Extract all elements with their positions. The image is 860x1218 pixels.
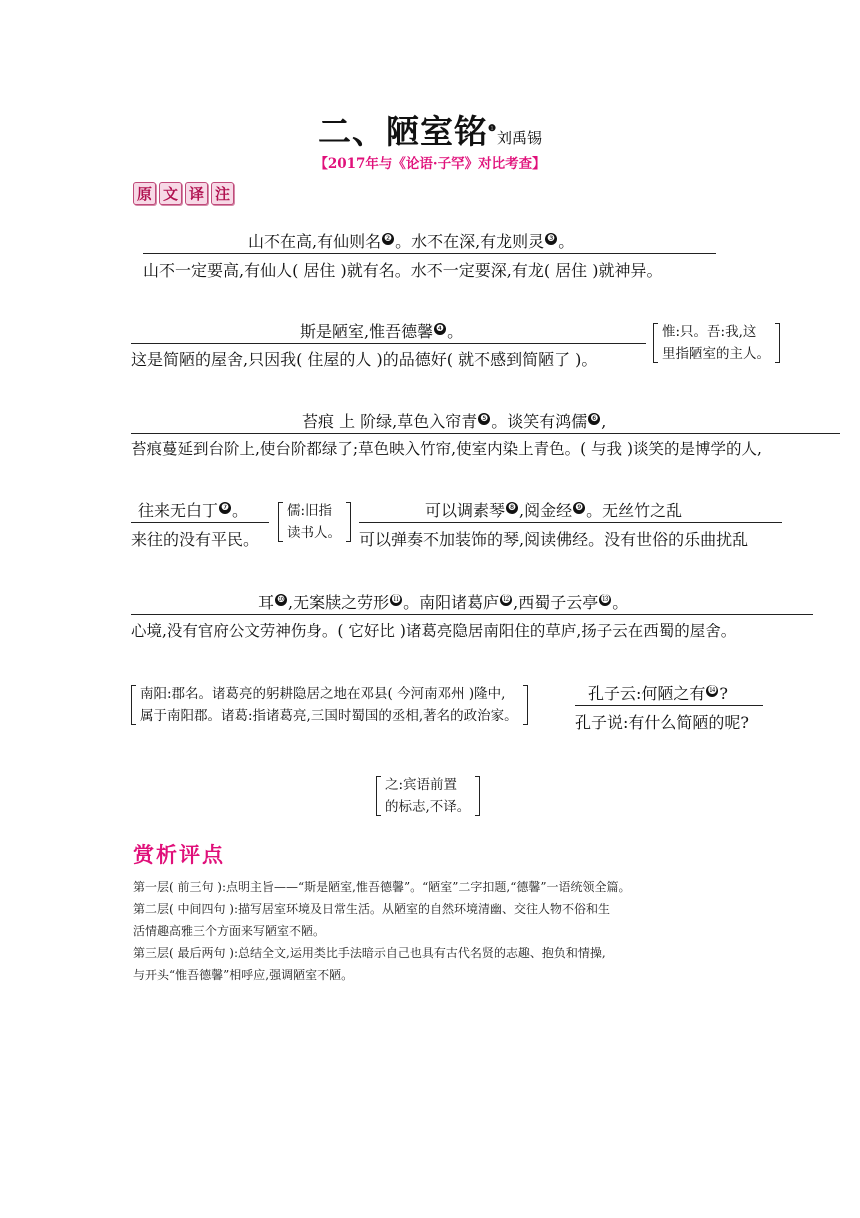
author: 刘禹锡 bbox=[497, 129, 543, 147]
exam-note: 【2017年与《论语·子罕》对比考查】 bbox=[314, 156, 546, 172]
analysis-line: 活情趣高雅三个方面来写陋室不陋。 bbox=[133, 924, 326, 938]
footnote-marker: ❶ bbox=[487, 124, 498, 134]
divider bbox=[131, 522, 269, 523]
translation-line-3: 苔痕蔓延到台阶上,使台阶都绿了;草色映入竹帘,使室内染上青色。( 与我 )谈笑的是博学的人, bbox=[131, 440, 762, 458]
translation-line-1: 山不一定要高,有仙人( 居住 )就有名。水不一定要深,有龙( 居住 )就神异。 bbox=[143, 261, 663, 280]
translation-line-4b: 可以弹奏不加装饰的琴,阅读佛经。没有世俗的乐曲扰乱 bbox=[359, 530, 749, 549]
analysis-line: 与开头“惟吾德馨”相呼应,强调陋室不陋。 bbox=[133, 968, 354, 982]
translation-line-4a: 来往的没有平民。 bbox=[131, 530, 260, 549]
badge-char: 原 bbox=[133, 182, 156, 205]
section-badge-yuanwenyizhu bbox=[133, 182, 234, 205]
annotation-zhi: 之:宾语前置 的标志,不译。 bbox=[376, 774, 480, 818]
badge-char: 文 bbox=[159, 182, 182, 205]
original-line-1: 山不在高,有仙则名 ❷ 。水不在深,有龙则灵 ❸ 。 bbox=[248, 232, 575, 251]
original-line-4b: 可以调素琴 ❽ ,阅金经 ❾ 。无丝竹之乱 bbox=[425, 501, 683, 520]
badge-char: 译 bbox=[185, 182, 208, 205]
original-line-5: 耳 ❿ ,无案牍之劳形 ⓫ 。南阳诸葛庐 ⓬ ,西蜀子云亭 ⓭ 。 bbox=[258, 593, 629, 612]
divider bbox=[143, 253, 716, 254]
annotation-wei-wu: 惟:只。吾:我,这 里指陋室的主人。 bbox=[653, 321, 780, 365]
analysis-line: 第三层( 最后两句 ):总结全文,运用类比手法暗示自己也具有古代名贤的志趣、抱负和情操, bbox=[133, 946, 606, 960]
page-title: 二、陋室铭$^❶$刘禹锡 bbox=[317, 112, 543, 151]
translation-line-2: 这是简陋的屋舍,只因我( 住屋的人 )的品德好( 就不感到简陋了 )。 bbox=[131, 350, 598, 369]
original-line-3: 苔痕 上 阶绿,草色入帘青 ❺ 。谈笑有鸿儒 ❻ , bbox=[302, 412, 607, 431]
divider bbox=[131, 433, 840, 434]
annotation-nanyang: 南阳:郡名。诸葛亮的躬耕隐居之地在邓县( 今河南邓州 )隆中, 属于南阳郡。诸葛:指诸葛亮,三国时蜀国的丞相,著名的政治家。 bbox=[131, 683, 528, 727]
divider bbox=[575, 705, 763, 706]
divider bbox=[131, 343, 646, 344]
badge-char: 注 bbox=[211, 182, 234, 205]
original-line-2: 斯是陋室,惟吾德馨 ❹ 。 bbox=[300, 322, 464, 341]
translation-line-5: 心境,没有官府公文劳神伤身。( 它好比 )诸葛亮隐居南阳住的草庐,扬子云在西蜀的屋舍。 bbox=[131, 622, 737, 640]
original-line-4a: 往来无白丁 ❼ 。 bbox=[138, 501, 249, 520]
divider bbox=[359, 522, 782, 523]
divider bbox=[131, 614, 813, 615]
section-heading-analysis: 赏析评点 bbox=[133, 842, 225, 867]
translation-line-6: 孔子说:有什么简陋的呢? bbox=[575, 713, 749, 732]
analysis-line: 第一层( 前三句 ):点明主旨——“斯是陋室,惟吾德馨”。“陋室”二字扣题,“德馨”一语统领全篇。 bbox=[133, 880, 631, 894]
annotation-ru: 儒:旧指 读书人。 bbox=[278, 500, 351, 544]
original-line-6: 孔子云:何陋之有 ⓮ ? bbox=[588, 684, 728, 703]
analysis-line: 第二层( 中间四句 ):描写居室环境及日常生活。从陋室的自然环境清幽、交往人物不俗和生 bbox=[133, 902, 611, 916]
